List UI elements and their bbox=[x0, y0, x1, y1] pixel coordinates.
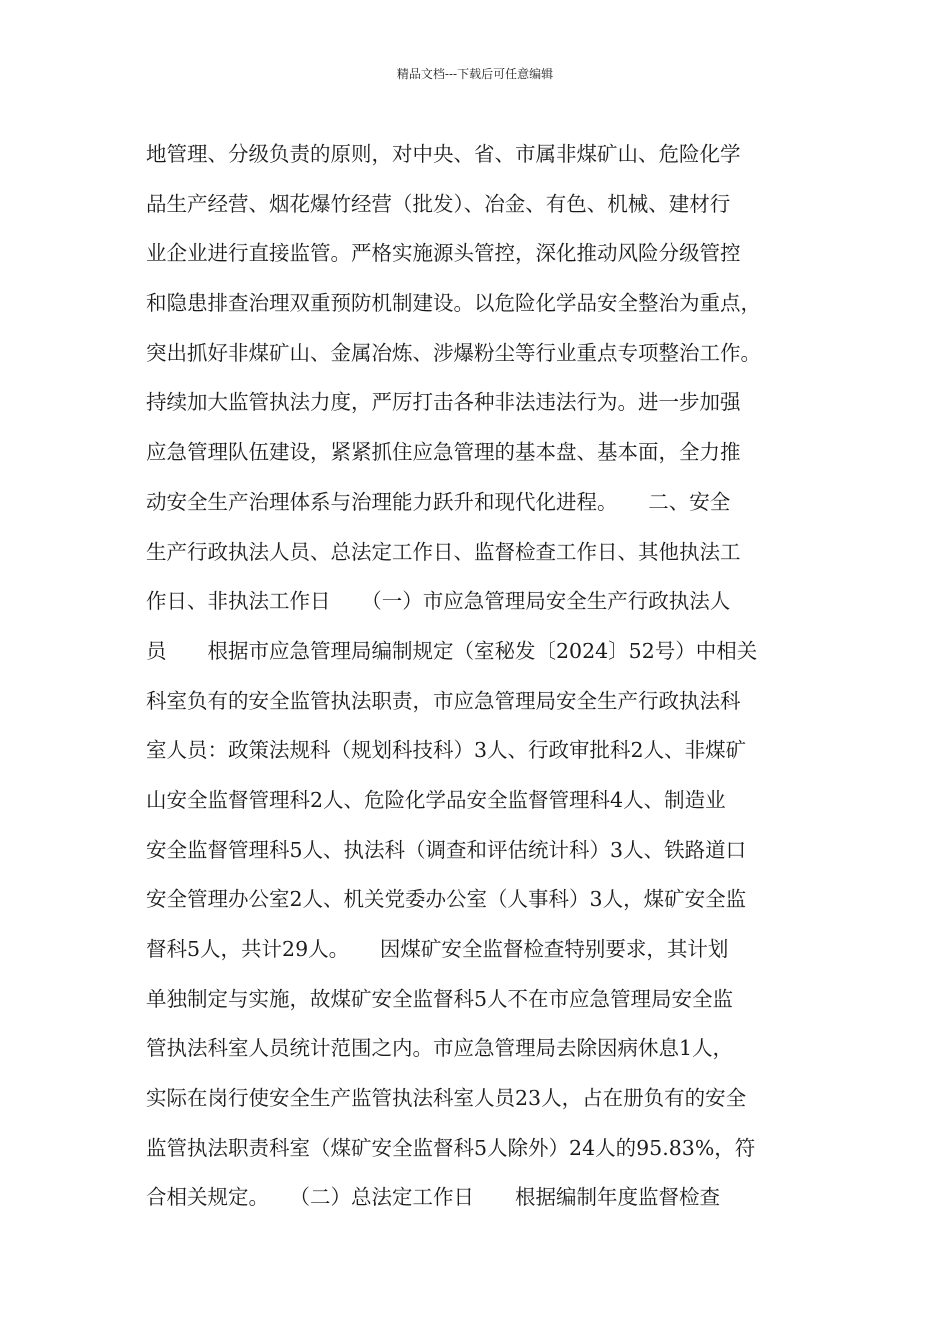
text-line: 地管理、分级负责的原则，对中央、省、市属非煤矿山、危险化学 bbox=[146, 142, 741, 166]
text-line: 科室负有的安全监管执法职责，市应急管理局安全生产行政执法科 bbox=[146, 688, 741, 713]
text-line: 持续加大监管执法力度，严厉打击各种非法违法行为。进一步加强 bbox=[146, 390, 741, 415]
text-line: 山安全监督管理科2人、危险化学品安全监督管理科4人、制造业 bbox=[146, 787, 726, 812]
text-line: 应急管理队伍建设，紧紧抓住应急管理的基本盘、基本面，全力推 bbox=[146, 440, 741, 465]
text-line: 员 根据市应急管理局编制规定（室秘发〔2024〕52号）中相关 bbox=[146, 638, 758, 663]
text-line: 品生产经营、烟花爆竹经营（批发）、冶金、有色、机械、建材行 bbox=[146, 191, 731, 216]
text-line: 动安全生产治理体系与治理能力跃升和现代化进程。 二、安全 bbox=[146, 489, 731, 514]
text-line: 突出抓好非煤矿山、金属冶炼、涉爆粉尘等行业重点专项整治工作。 bbox=[146, 340, 761, 365]
text-line: 作日、非执法工作日 （一）市应急管理局安全生产行政执法人 bbox=[146, 589, 731, 614]
text-line: 管执法科室人员统计范围之内。市应急管理局去除因病休息1人， bbox=[146, 1036, 734, 1061]
page-header: 精品文档---下载后可任意编辑 bbox=[396, 67, 554, 81]
text-line: 监管执法职责科室（煤矿安全监督科5人除外）24人的95.83%，符 bbox=[146, 1135, 756, 1160]
text-line: 和隐患排查治理双重预防机制建设。以危险化学品安全整治为重点， bbox=[146, 291, 761, 316]
document-body bbox=[146, 130, 816, 1223]
text-line: 生产行政执法人员、总法定工作日、监督检查工作日、其他执法工 bbox=[146, 539, 741, 564]
text-line: 督科5人，共计29人。 因煤矿安全监督检查特别要求，其计划 bbox=[146, 937, 729, 961]
text-line: 室人员：政策法规科（规划科技科）3人、行政审批科2人、非煤矿 bbox=[146, 738, 747, 763]
text-line: 实际在岗行使安全生产监管执法科室人员23人，占在册负有的安全 bbox=[146, 1086, 747, 1111]
text-line: 合相关规定。 （二）总法定工作日 根据编制年度监督检查 bbox=[146, 1185, 720, 1210]
text-line: 安全监督管理科5人、执法科（调查和评估统计科）3人、铁路道口 bbox=[146, 837, 747, 862]
text-line: 安全管理办公室2人、机关党委办公室（人事科）3人，煤矿安全监 bbox=[146, 887, 747, 912]
text-line: 单独制定与实施，故煤矿安全监督科5人不在市应急管理局安全监 bbox=[146, 986, 734, 1011]
text-line: 业企业进行直接监管。严格实施源头管控，深化推动风险分级管控 bbox=[146, 241, 741, 266]
